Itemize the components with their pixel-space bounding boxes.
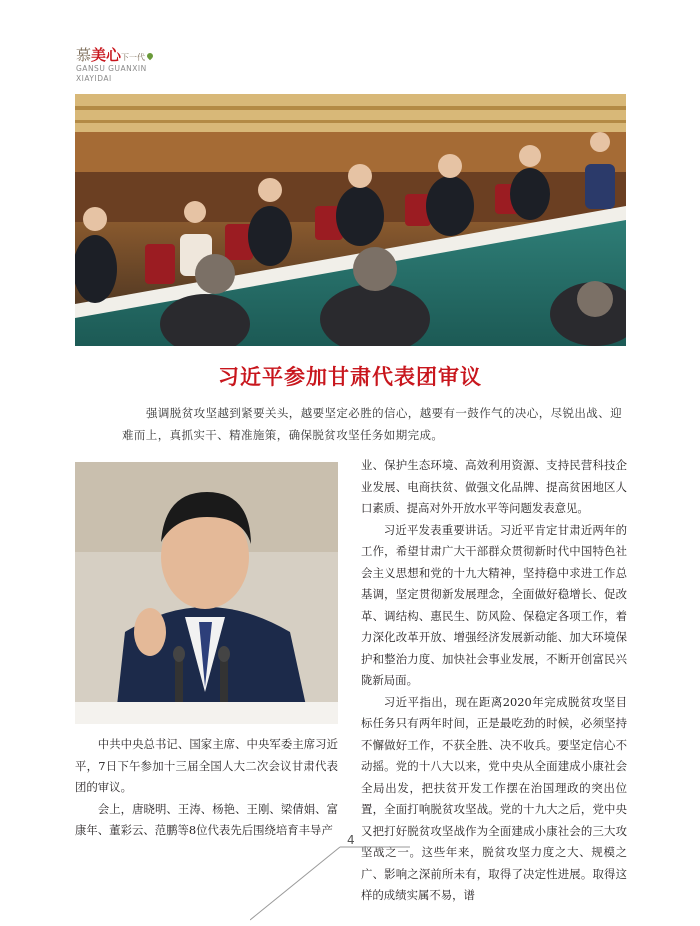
logo-small-text: 下一代 [121, 53, 146, 62]
left-column [75, 734, 338, 842]
logo-en-line2: XIAYIDAI [76, 74, 112, 83]
page-number: 4 [347, 833, 355, 847]
logo-mark [76, 44, 153, 65]
article-lead [122, 402, 632, 446]
decorative-divider [250, 832, 410, 922]
article-title: 习近平参加甘肃代表团审议 [218, 365, 482, 389]
meeting-photo [75, 94, 626, 346]
paragraph: 业、保护生态环境、高效利用资源、支持民营科技企业发展、电商扶贫、做强文化品牌、提高贫困地区人口素质、提高对外开放水平等问题发表意见。 [361, 458, 627, 515]
lead-text: 强调脱贫攻坚越到紧要关头，越要坚定必胜的信心，越要有一鼓作气的决心，尽锐出战、迎难而上，真抓实干、精准施策，确保脱贫攻坚任务如期完成。 [122, 406, 622, 442]
paragraph: 习近平发表重要讲话。习近平肯定甘肃近两年的工作，希望甘肃广大干部群众贯彻新时代中国特色社会主义思想和党的十九大精神，坚持稳中求进工作总基调，坚定贯彻新发展理念，全面做好稳增长、促改革、调结构、惠民生、防风险、保稳定各项工作，着力深化改革开放、增强经济发展新动能、加大环境保护和整治力度、加快社会事业发展，不断开创富民兴陇新局面。 [361, 522, 627, 687]
paragraph: 中共中央总书记、国家主席、中央军委主席习近平，7日下午参加十三届全国人大二次会议甘肃代表团的审议。 [75, 737, 338, 794]
leaf-icon [146, 52, 154, 60]
paragraph: 习近平指出，现在距离2020年完成脱贫攻坚目标任务只有两年时间，正是最吃劲的时候，必须坚持不懈做好工作，不获全胜、决不收兵。要坚定信心不动摇。党的十八大以来，党中央从全面建成小康社会全局出发，把扶贫开发工作摆在治国理政的突出位置，全面打响脱贫攻坚战。党的十九大之后，党中央又把打好脱贫攻坚战作为全面建成小康社会的三大攻坚战之一。这些年来，脱贫攻坚力度之大、规模之广、影响之深前所未有，取得了决定性进展。取得这样的成绩实属不易，谱 [361, 694, 627, 902]
logo-en-line1: GANSU GUANXIN [76, 64, 147, 73]
logo-char: 慕 [76, 46, 92, 64]
logo-red-text: 美心 [91, 46, 122, 64]
paragraph: 会上，唐晓明、王涛、杨艳、王刚、梁倩娟、富康年、董彩云、范鹏等8位代表先后围绕培育丰导产 [75, 801, 338, 837]
speaker-photo [75, 462, 338, 724]
magazine-logo [76, 44, 196, 90]
